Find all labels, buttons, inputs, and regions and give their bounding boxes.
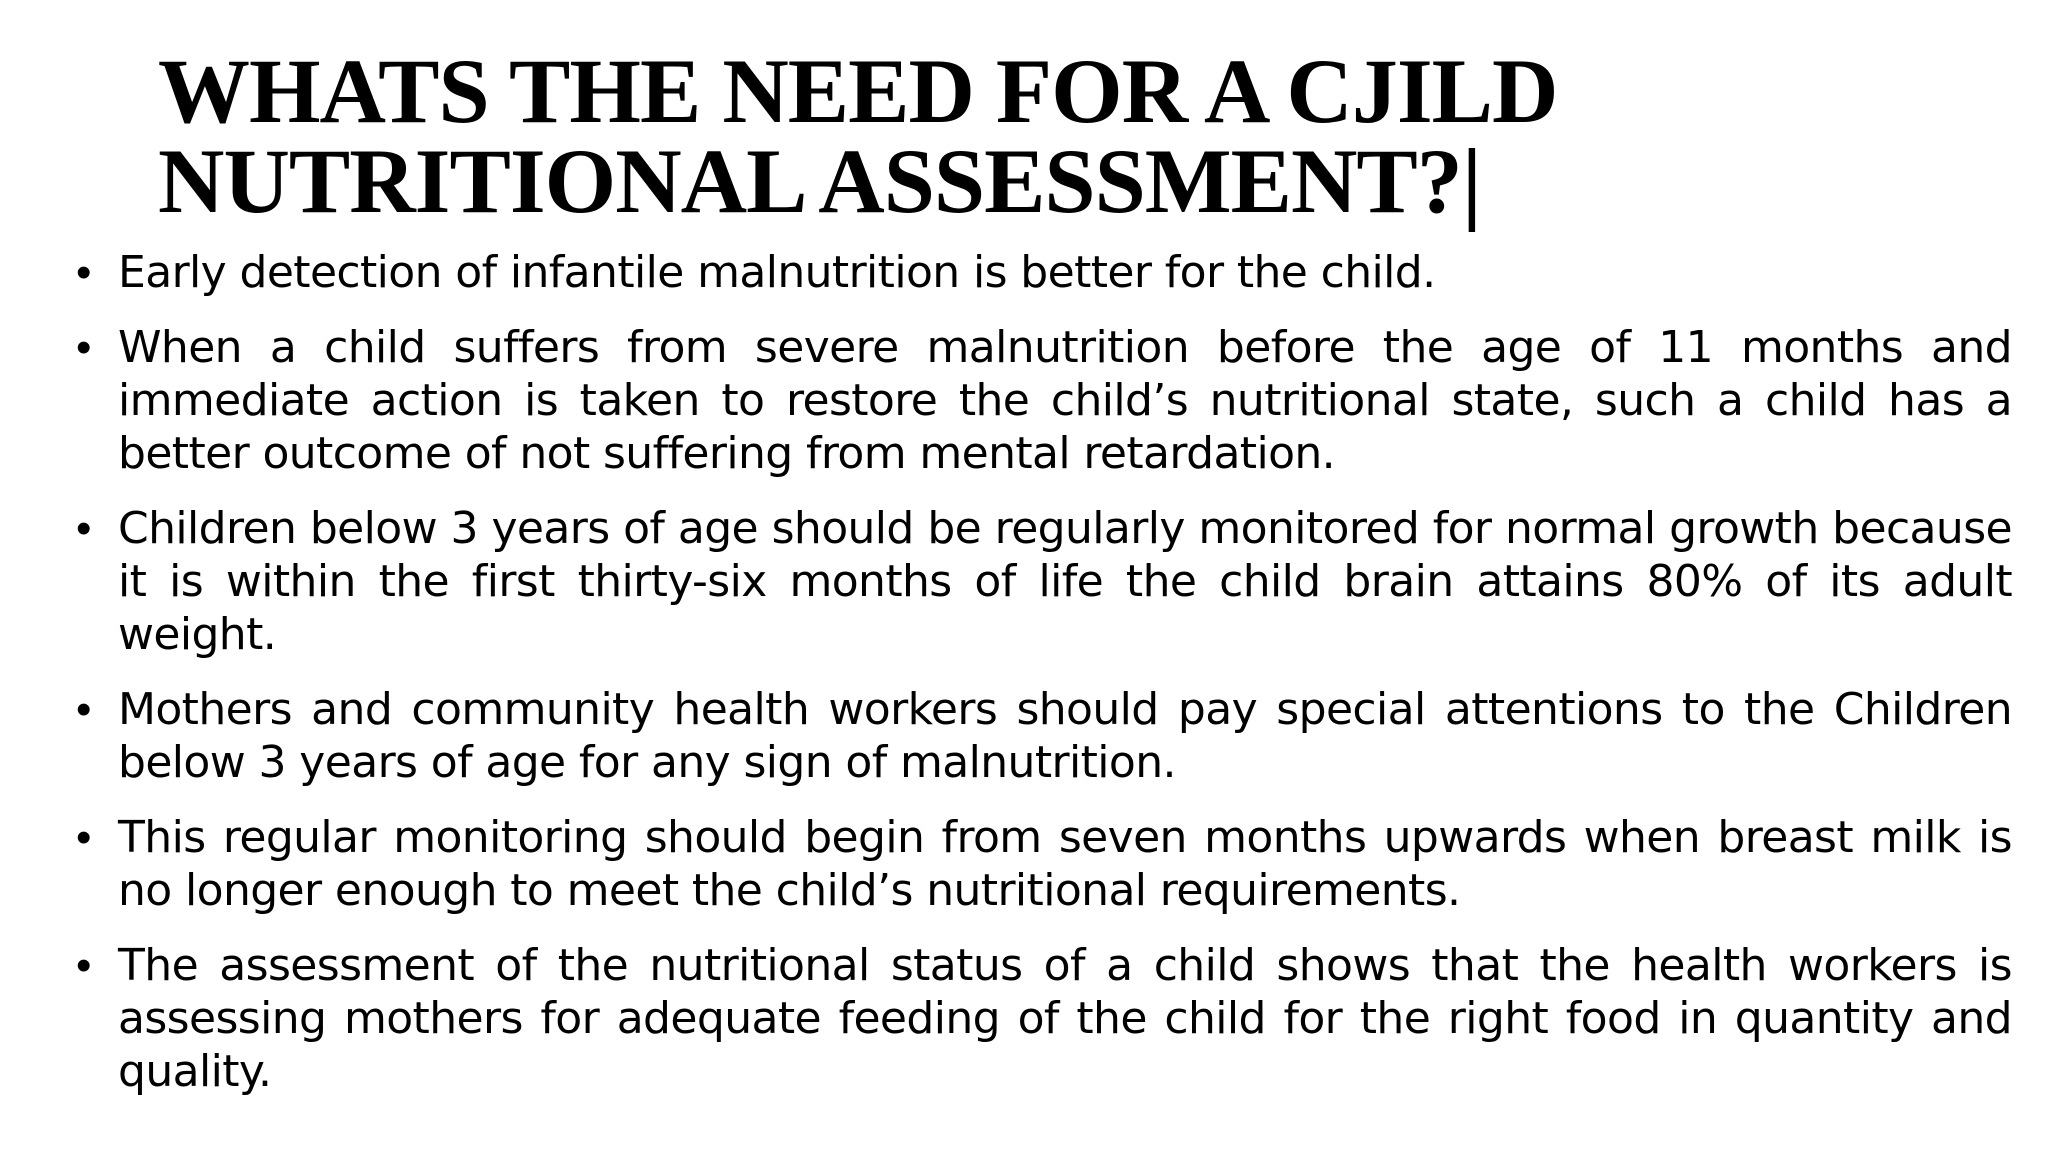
- bullet-text: This regular monitoring should begin from seven months upwards when breast milk is no longer enough to meet the child’s nutritional requirements.: [118, 812, 2012, 916]
- slide-title: [158, 40, 1858, 232]
- slide-title-line-1: WHATS THE NEED FOR A CJILD: [158, 40, 1558, 142]
- bullet-list: [76, 246, 2012, 1120]
- bullet-item-severe-malnutrition: [76, 321, 2012, 480]
- bullet-icon: •: [76, 504, 92, 553]
- bullet-item-regular-monitoring: [76, 811, 2012, 917]
- bullet-item-monitoring-under-3: [76, 502, 2012, 661]
- slide-title-line-2: NUTRITIONAL ASSESSMENT?|: [158, 130, 1482, 232]
- bullet-item-assessment: [76, 939, 2012, 1098]
- bullet-text: Early detection of infantile malnutrition is better for the child.: [118, 247, 1436, 298]
- bullet-item-early-detection: [76, 246, 2012, 299]
- bullet-text: Children below 3 years of age should be regularly monitored for normal growth because it is within the first thirty-six months of life the child brain attains 80% of its adult weight.: [118, 503, 2012, 660]
- bullet-text: When a child suffers from severe malnutrition before the age of 11 months and immediate action is taken to restore the child’s nutritional state, such a child has a better outcome of not suffering from mental retardation.: [118, 322, 2012, 479]
- bullet-icon: •: [76, 941, 92, 990]
- bullet-icon: •: [76, 685, 92, 734]
- bullet-text: Mothers and community health workers should pay special attentions to the Children below 3 years of age for any sign of malnutrition.: [118, 684, 2012, 788]
- bullet-icon: •: [76, 323, 92, 372]
- bullet-icon: •: [76, 248, 92, 297]
- bullet-icon: •: [76, 813, 92, 862]
- bullet-item-mothers-health-workers: [76, 683, 2012, 789]
- bullet-text: The assessment of the nutritional status of a child shows that the health workers is assessing mothers for adequate feeding of the child for the right food in quantity and quality.: [118, 940, 2012, 1097]
